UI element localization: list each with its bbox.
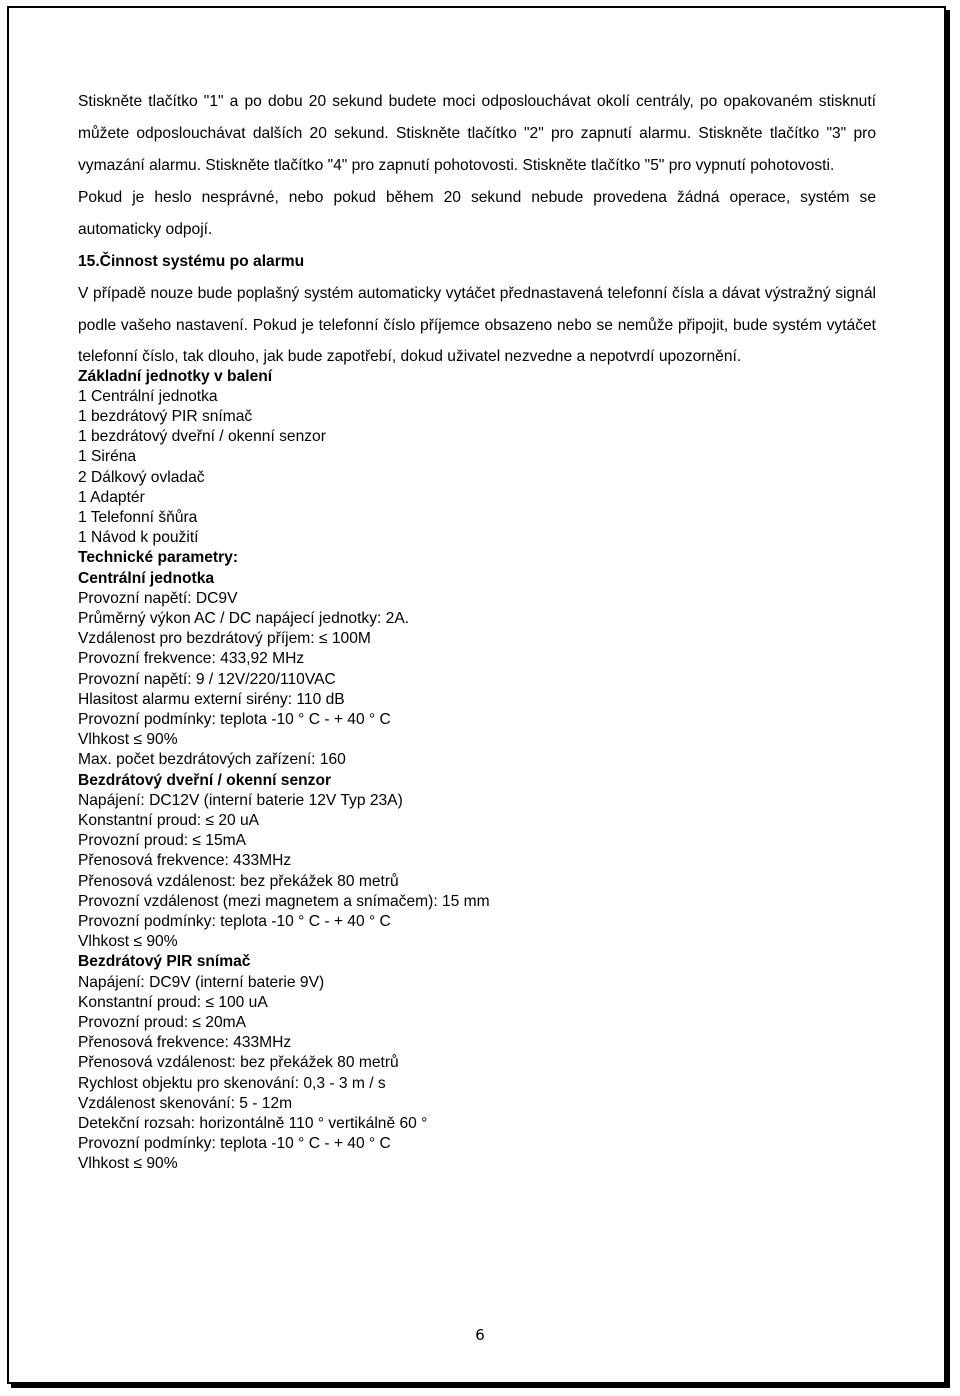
- list-item: Konstantní proud: ≤ 20 uA: [78, 811, 260, 829]
- list-item: 1 Centrální jednotka: [78, 387, 218, 405]
- package-heading: Základní jednotky v balení: [78, 367, 273, 385]
- paragraph-password: Pokud je heslo nesprávné, nebo pokud během 20 sekund nebude provedena žádná operace, systém se automaticky odpojí.: [78, 189, 876, 238]
- list-item: Provozní proud: ≤ 20mA: [78, 1014, 247, 1031]
- list-item: Vlhkost ≤ 90%: [78, 731, 178, 749]
- list-item: Vzdálenost pro bezdrátový příjem: ≤ 100M: [78, 630, 371, 648]
- pir-sensor-heading: Bezdrátový PIR snímač: [78, 953, 251, 971]
- list-item: 2 Dálkový ovladač: [78, 468, 205, 486]
- list-item: Vzdálenost skenování: 5 - 12m: [78, 1094, 293, 1112]
- package-list: [78, 387, 876, 549]
- document-body: [78, 86, 876, 1175]
- list-item: Detekční rozsah: horizontálně 110 ° vertikálně 60 °: [78, 1115, 428, 1133]
- list-item: Provozní napětí: DC9V: [78, 589, 238, 607]
- list-item: Provozní proud: ≤ 15mA: [78, 832, 247, 850]
- list-item: Napájení: DC9V (interní baterie 9V): [78, 973, 325, 991]
- central-unit-list: [78, 589, 876, 771]
- section-15-heading: 15.Činnost systému po alarmu: [78, 253, 305, 270]
- list-item: Průměrný výkon AC / DC napájecí jednotky: 2A.: [78, 609, 410, 627]
- pir-sensor-list: [78, 973, 876, 1175]
- list-item: Provozní podmínky: teplota -10 ° C - + 40 ° C: [78, 710, 391, 728]
- list-item: Vlhkost ≤ 90%: [78, 933, 178, 951]
- list-item: Konstantní proud: ≤ 100 uA: [78, 993, 268, 1011]
- central-unit-heading: Centrální jednotka: [78, 569, 215, 587]
- list-item: 1 bezdrátový PIR snímač: [78, 407, 253, 425]
- list-item: 1 Adaptér: [78, 488, 145, 506]
- list-item: Provozní vzdálenost (mezi magnetem a snímačem): 15 mm: [78, 892, 490, 910]
- list-item: Provozní frekvence: 433,92 MHz: [78, 650, 305, 668]
- list-item: Přenosová frekvence: 433MHz: [78, 852, 292, 870]
- list-item: Max. počet bezdrátových zařízení: 160: [78, 751, 346, 769]
- list-item: Napájení: DC12V (interní baterie 12V Typ 23A): [78, 791, 403, 809]
- list-item: Rychlost objektu pro skenování: 0,3 - 3 m / s: [78, 1074, 386, 1092]
- list-item: 1 Siréna: [78, 448, 137, 466]
- spec-list: [78, 367, 876, 1175]
- list-item: Vlhkost ≤ 90%: [78, 1155, 178, 1173]
- list-item: Přenosová frekvence: 433MHz: [78, 1034, 292, 1052]
- door-sensor-heading: Bezdrátový dveřní / okenní senzor: [78, 771, 332, 789]
- list-item: Provozní podmínky: teplota -10 ° C - + 40 ° C: [78, 1135, 391, 1153]
- list-item: 1 bezdrátový dveřní / okenní senzor: [78, 428, 326, 446]
- list-item: Hlasitost alarmu externí sirény: 110 dB: [78, 690, 345, 708]
- list-item: Provozní napětí: 9 / 12V/220/110VAC: [78, 670, 336, 688]
- tech-heading: Technické parametry:: [78, 549, 239, 567]
- list-item: 1 Návod k použití: [78, 529, 199, 547]
- list-item: Přenosová vzdálenost: bez překážek 80 metrů: [78, 872, 399, 890]
- list-item: 1 Telefonní šňůra: [78, 508, 198, 526]
- list-item: Přenosová vzdálenost: bez překážek 80 metrů: [78, 1054, 399, 1072]
- section-15-text: V případě nouze bude poplašný systém automaticky vytáčet přednastavená telefonní čísla a dávat výstražný signál podle vašeho nastavení. Pokud je telefonní číslo příjemce obsazeno nebo se nemůže připojit, bude systém vytáčet telefonní číslo, tak dlouho, jak bude zapotřebí, dokud uživatel nezvedne a nepotvrdí upozornění.: [78, 285, 876, 365]
- door-sensor-list: [78, 791, 876, 953]
- list-item: Provozní podmínky: teplota -10 ° C - + 40 ° C: [78, 912, 391, 930]
- page-number: 6: [475, 1326, 485, 1344]
- paragraph-buttons: Stiskněte tlačítko "1" a po dobu 20 sekund budete moci odposlouchávat okolí centrály, po opakovaném stisknutí můžete odposlouchávat dalších 20 sekund. Stiskněte tlačítko "2" pro zapnutí alarmu. Stiskněte tlačítko "3" pro vymazání alarmu. Stiskněte tlačítko "4" pro zapnutí pohotovosti. Stiskněte tlačítko "5" pro vypnutí pohotovosti.: [78, 93, 876, 174]
